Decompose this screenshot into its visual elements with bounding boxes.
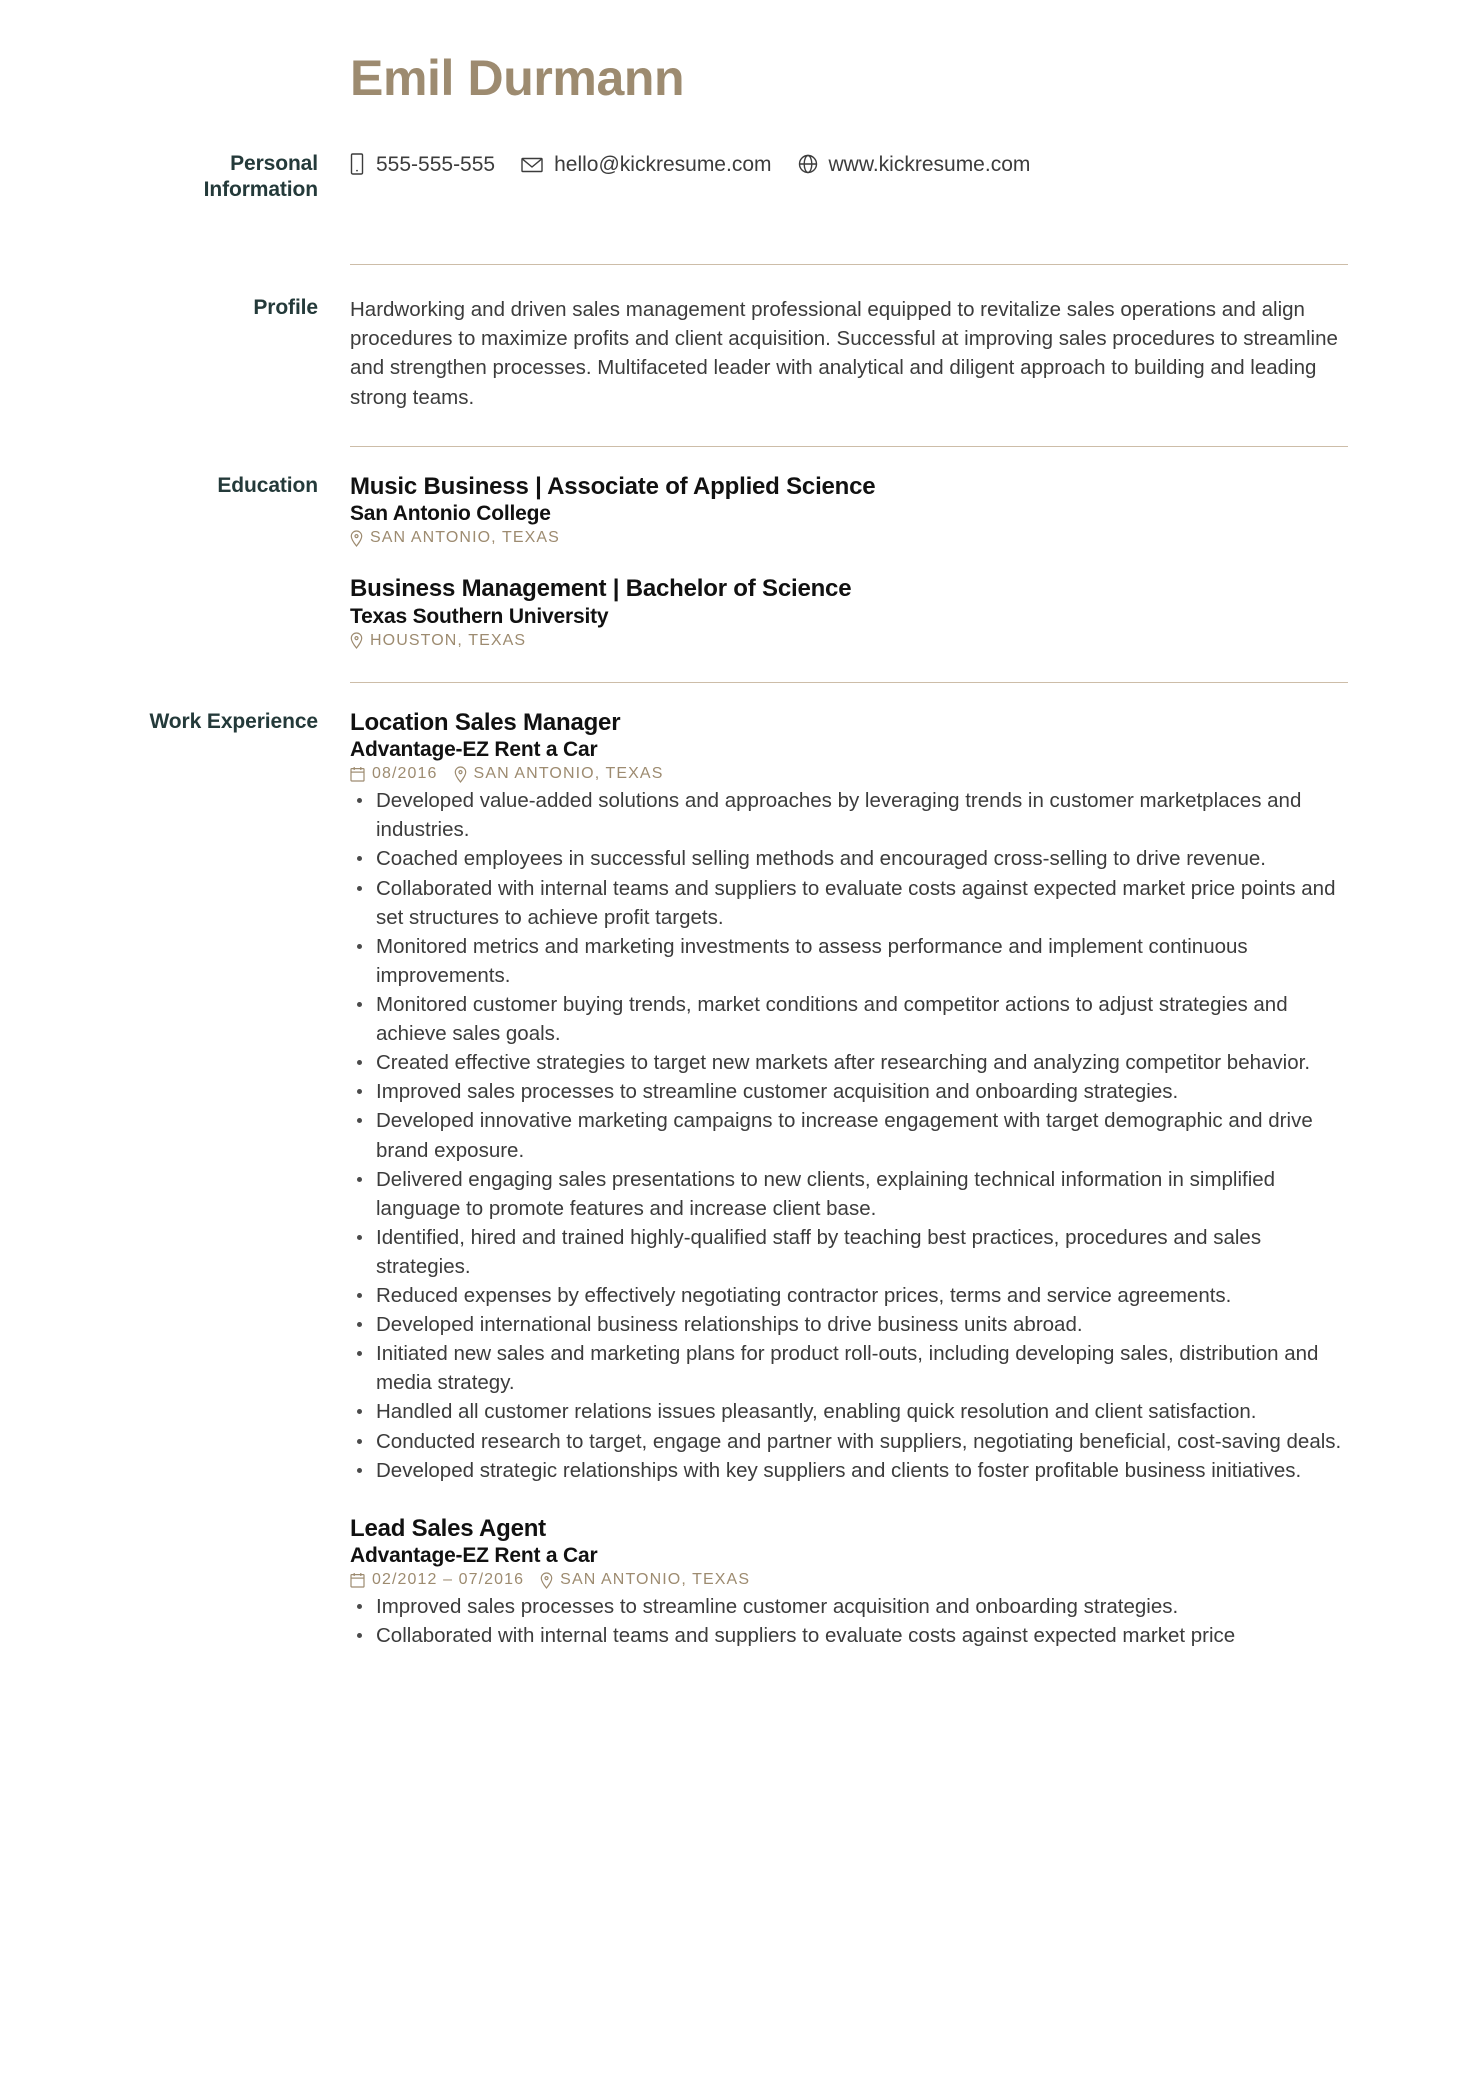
list-item: Developed innovative marketing campaigns to increase engagement with target demographic and drive brand exposure.	[350, 1106, 1348, 1164]
contact-email-text: hello@kickresume.com	[554, 152, 772, 176]
work-date	[350, 1571, 524, 1589]
contact-website-text: www.kickresume.com	[828, 152, 1031, 176]
list-item: Coached employees in successful selling methods and encouraged cross-selling to drive revenue.	[350, 844, 1348, 873]
education-degree: Business Management | Bachelor of Science	[350, 575, 852, 603]
map-pin-icon	[454, 766, 467, 783]
work-location	[540, 1571, 750, 1589]
list-item: Handled all customer relations issues pleasantly, enabling quick resolution and client satisfaction.	[350, 1397, 1348, 1426]
education-content	[350, 473, 1348, 650]
work-location-text: SAN ANTONIO, TEXAS	[560, 1571, 751, 1589]
list-item: Developed strategic relationships with key suppliers and clients to foster profitable business initiatives.	[350, 1456, 1348, 1485]
globe-icon	[798, 154, 818, 174]
section-profile	[0, 265, 1348, 411]
map-pin-icon	[350, 530, 363, 547]
contact-phone-text: 555-555-555	[376, 152, 496, 176]
map-pin-icon	[350, 632, 363, 649]
profile-text: Hardworking and driven sales management professional equipped to revitalize sales operations and align procedures to maximize profits and client acquisition. Successful at improving sales procedures to streamline and strengthen processes. Multifaceted leader with analytical and diligent approach to building and leading strong teams.	[350, 298, 1338, 409]
education-location	[350, 632, 526, 650]
list-item: Developed international business relationships to drive business units abroad.	[350, 1310, 1348, 1339]
list-item: Collaborated with internal teams and suppliers to evaluate costs against expected market price points and set structures to achieve profit targets.	[350, 874, 1348, 932]
work-location	[454, 765, 664, 783]
section-label-line-1: Personal	[230, 151, 318, 175]
personal-information-content	[350, 151, 1348, 178]
list-item: Conducted research to target, engage and partner with suppliers, negotiating beneficial, cost-saving deals.	[350, 1427, 1348, 1456]
section-label-personal-information	[0, 151, 350, 205]
work-meta	[350, 765, 1348, 783]
phone-icon	[350, 153, 365, 175]
work-bullet-list	[350, 1592, 1348, 1650]
envelope-icon	[521, 156, 543, 173]
page-title: Emil Durmann	[350, 50, 685, 106]
list-item: Developed value-added solutions and approaches by leveraging trends in customer marketplaces and industries.	[350, 786, 1348, 844]
header-name-row	[0, 52, 1348, 105]
calendar-icon	[350, 1572, 365, 1588]
work-date	[350, 765, 438, 783]
list-item: Improved sales processes to streamline customer acquisition and onboarding strategies.	[350, 1592, 1348, 1621]
education-location	[350, 529, 560, 547]
contact-email[interactable]	[521, 151, 771, 178]
work-date-text: 02/2012 – 07/2016	[372, 1571, 525, 1589]
work-company: Advantage-EZ Rent a Car	[350, 1544, 598, 1568]
work-entry	[350, 709, 1348, 1485]
section-label-work-experience: Work Experience	[149, 709, 318, 733]
contact-website[interactable]	[798, 151, 1031, 178]
contact-phone[interactable]	[350, 151, 495, 178]
education-degree: Music Business | Associate of Applied Science	[350, 472, 876, 500]
work-company: Advantage-EZ Rent a Car	[350, 738, 598, 761]
work-job-title: Location Sales Manager	[350, 708, 621, 736]
work-experience-content	[350, 709, 1348, 1651]
education-meta	[350, 632, 1348, 650]
work-meta	[350, 1571, 1348, 1589]
list-item: Monitored metrics and marketing investments to assess performance and implement continuous improvements.	[350, 932, 1348, 990]
education-location-text: HOUSTON, TEXAS	[370, 631, 527, 649]
section-personal-information	[0, 151, 1348, 205]
profile-content	[350, 295, 1348, 411]
work-location-text: SAN ANTONIO, TEXAS	[473, 765, 664, 783]
work-bullet-list	[350, 786, 1348, 1485]
work-entry	[350, 1515, 1348, 1651]
list-item: Improved sales processes to streamline customer acquisition and onboarding strategies.	[350, 1077, 1348, 1106]
education-school: San Antonio College	[350, 502, 551, 525]
education-meta	[350, 529, 1348, 547]
education-entry	[350, 473, 1348, 548]
list-item: Collaborated with internal teams and suppliers to evaluate costs against expected market price	[350, 1621, 1348, 1650]
section-education	[0, 447, 1348, 650]
section-label-profile: Profile	[253, 296, 318, 320]
contact-line	[350, 151, 1348, 178]
education-entry	[350, 575, 1348, 650]
list-item: Reduced expenses by effectively negotiating contractor prices, terms and service agreements.	[350, 1281, 1348, 1310]
calendar-icon	[350, 766, 365, 782]
list-item: Delivered engaging sales presentations to new clients, explaining technical information in simplified language to promote features and increase client base.	[350, 1165, 1348, 1223]
section-work-experience	[0, 683, 1348, 1651]
list-item: Monitored customer buying trends, market conditions and competitor actions to adjust strategies and achieve sales goals.	[350, 990, 1348, 1048]
work-date-text: 08/2016	[372, 765, 438, 783]
list-item: Created effective strategies to target new markets after researching and analyzing competitor behavior.	[350, 1048, 1348, 1077]
list-item: Identified, hired and trained highly-qualified staff by teaching best practices, procedures and sales strategies.	[350, 1223, 1348, 1281]
work-job-title: Lead Sales Agent	[350, 1514, 546, 1542]
education-location-text: SAN ANTONIO, TEXAS	[370, 529, 560, 547]
list-item: Initiated new sales and marketing plans for product roll-outs, including developing sales, distribution and media strategy.	[350, 1339, 1348, 1397]
map-pin-icon	[540, 1572, 553, 1589]
education-school: Texas Southern University	[350, 604, 609, 628]
section-label-line-2: Information	[203, 178, 318, 202]
section-label-education: Education	[217, 473, 318, 497]
